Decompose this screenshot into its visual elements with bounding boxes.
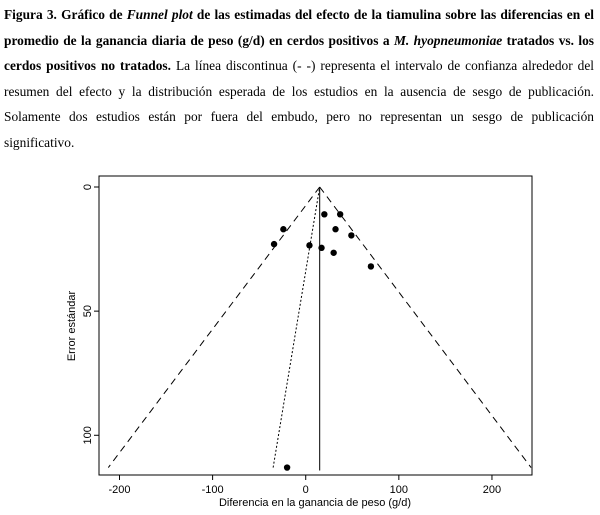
y-tick-label: 100 — [82, 426, 94, 445]
funnel-left-boundary — [108, 187, 319, 468]
caption-part2: de las estimadas del efecto de la tiamulina sobre las diferencias en el promedio de la ganancia diaria de peso (g/d) en cerdos positivos a — [4, 7, 594, 48]
data-point — [368, 263, 374, 269]
data-point — [280, 226, 286, 232]
y-axis — [82, 184, 99, 445]
data-point — [332, 226, 338, 232]
x-tick-label: 0 — [302, 484, 309, 496]
y-tick-label: 0 — [82, 183, 94, 191]
caption-label: Figura 3. — [4, 7, 57, 22]
data-point — [337, 211, 343, 217]
data-point — [306, 242, 312, 248]
x-axis-label: Diferencia en la ganancia de peso (g/d) — [218, 497, 412, 509]
x-tick-label: 100 — [389, 484, 409, 496]
x-tick-label: -100 — [201, 484, 224, 496]
data-point — [271, 241, 277, 247]
data-point — [321, 211, 327, 217]
y-axis-label: Error estándar — [66, 290, 78, 362]
funnel-lines — [108, 187, 531, 471]
plot-area-frame — [99, 176, 532, 475]
data-point — [348, 232, 354, 238]
y-tick-label: 50 — [82, 305, 94, 318]
caption-part1: Gráfico de — [56, 7, 127, 22]
caption-italic2: M. hyopneumoniae — [393, 32, 503, 48]
x-axis — [108, 475, 501, 496]
data-point — [318, 245, 324, 251]
regression-line — [273, 187, 320, 468]
x-tick-label: 200 — [482, 484, 502, 496]
data-points — [271, 211, 374, 471]
caption-italic1: Funnel plot — [126, 7, 193, 22]
caption-body: La línea discontinua (- -) representa el intervalo de confianza alrededor del resumen del efecto y la distribución esperada de los estudios en la ausencia de sesgo de publicación. Solamente dos estudios están por fuera del embudo, pero no representan un sesgo de publicación significativo. — [4, 58, 594, 150]
caption-part3: tratados vs. los cerdos positivos no tratados. — [4, 32, 595, 74]
x-tick-label: -200 — [108, 484, 131, 496]
funnel-right-boundary — [320, 187, 531, 468]
data-point — [330, 250, 336, 256]
data-point — [284, 464, 290, 470]
